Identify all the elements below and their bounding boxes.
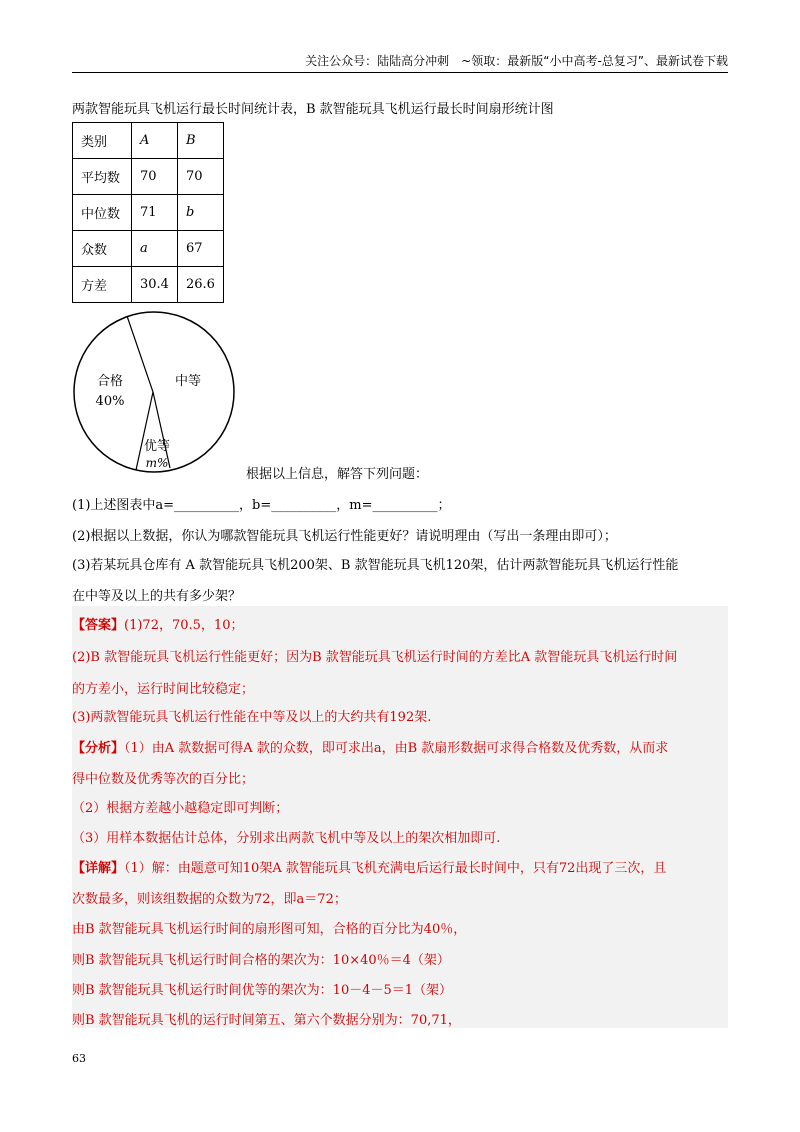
question-1: (1)上述图表中a=__________，b=__________，m=__________；	[72, 498, 451, 513]
stats-table	[72, 122, 224, 303]
detail-tag: 【详解】	[72, 861, 125, 876]
table-cell: 中位数	[73, 195, 132, 231]
analysis-text: （1）由A 款数据可得A 款的众数，即可求出a，由B 款扇形数据可求得合格数及优秀数，从而求	[124, 741, 669, 756]
pie-label-excellent-pct: m%	[145, 456, 169, 470]
analysis-line: （3）用样本数据估计总体，分别求出两款飞机中等及以上的架次相加即可.	[72, 831, 501, 846]
header-text: 关注公众号：陆陆高分冲刺 ~领取：最新版“小中高考-总复习”、最新试卷下载	[305, 54, 728, 68]
answer-line: 的方差小，运行时间比较稳定；	[72, 682, 255, 697]
table-cell: 70	[132, 159, 178, 195]
analysis-line: （2）根据方差越小越稳定即可判断；	[72, 801, 289, 816]
pie-divider	[127, 316, 153, 392]
pie-label-pass-pct: 40%	[95, 394, 125, 409]
detail-line: 则B 款智能玩具飞机运行时间合格的架次为：10×40％＝4（架）	[72, 953, 450, 968]
answer-line: (2)B 款智能玩具飞机运行性能更好；因为B 款智能玩具飞机运行时间的方差比A 款智能玩具飞机运行时间	[72, 650, 678, 665]
answer-tag: 【答案】	[72, 618, 125, 633]
question-3-line1: (3)若某玩具仓库有 A 款智能玩具飞机200架、B 款智能玩具飞机120架，估计两款智能玩具飞机运行性能	[72, 558, 679, 573]
table-cell: 67	[177, 231, 223, 267]
table-cell: 众数	[73, 231, 132, 267]
page-number: 63	[72, 1052, 86, 1065]
table-cell: 方差	[73, 267, 132, 303]
question-3-line2: 在中等及以上的共有多少架？	[72, 589, 242, 604]
table-cell: 30.4	[132, 267, 178, 303]
table-cell: 平均数	[73, 159, 132, 195]
table-row	[73, 123, 224, 159]
table-row	[73, 159, 224, 195]
question-lead: 根据以上信息，解答下列问题：	[246, 467, 429, 482]
detail-line: 则B 款智能玩具飞机运行时间优等的架次为：10－4－5＝1（架）	[72, 983, 453, 998]
page-header	[72, 52, 728, 73]
table-cell: 70	[177, 159, 223, 195]
answer-line: (3)两款智能玩具飞机运行性能在中等及以上的大约共有192架.	[72, 710, 432, 725]
intro-text: 两款智能玩具飞机运行最长时间统计表，B 款智能玩具飞机运行最长时间扇形统计图	[72, 102, 554, 117]
analysis-line	[72, 737, 668, 756]
detail-line	[72, 857, 666, 876]
detail-text: （1）解：由题意可知10架A 款智能玩具飞机充满电后运行最长时间中，只有72出现了三次，且	[124, 861, 667, 876]
answer-line	[72, 614, 243, 633]
pie-chart	[70, 310, 240, 475]
table-cell: B	[177, 123, 223, 159]
table-row	[73, 267, 224, 303]
table-cell: 类别	[73, 123, 132, 159]
table-cell: 71	[132, 195, 178, 231]
table-cell: A	[132, 123, 178, 159]
detail-line: 由B 款智能玩具飞机运行时间的扇形图可知，合格的百分比为40％，	[72, 922, 467, 937]
analysis-tag: 【分析】	[72, 741, 125, 756]
detail-line: 次数最多，则该组数据的众数为72，即a＝72；	[72, 892, 347, 907]
question-2: (2)根据以上数据，你认为哪款智能玩具飞机运行性能更好？请说明理由（写出一条理由即可）；	[72, 529, 617, 544]
pie-label-excellent: 优等	[143, 439, 171, 454]
analysis-line: 得中位数及优秀等次的百分比；	[72, 772, 255, 787]
pie-label-pass: 合格	[96, 374, 124, 389]
table-row	[73, 195, 224, 231]
answer-text: (1)72，70.5，10；	[124, 618, 244, 633]
table-cell: b	[177, 195, 223, 231]
table-row	[73, 231, 224, 267]
table-cell: a	[132, 231, 178, 267]
pie-label-medium: 中等	[174, 374, 202, 389]
detail-line: 则B 款智能玩具飞机的运行时间第五、第六个数据分别为：70,71，	[72, 1013, 461, 1028]
table-cell: 26.6	[177, 267, 223, 303]
